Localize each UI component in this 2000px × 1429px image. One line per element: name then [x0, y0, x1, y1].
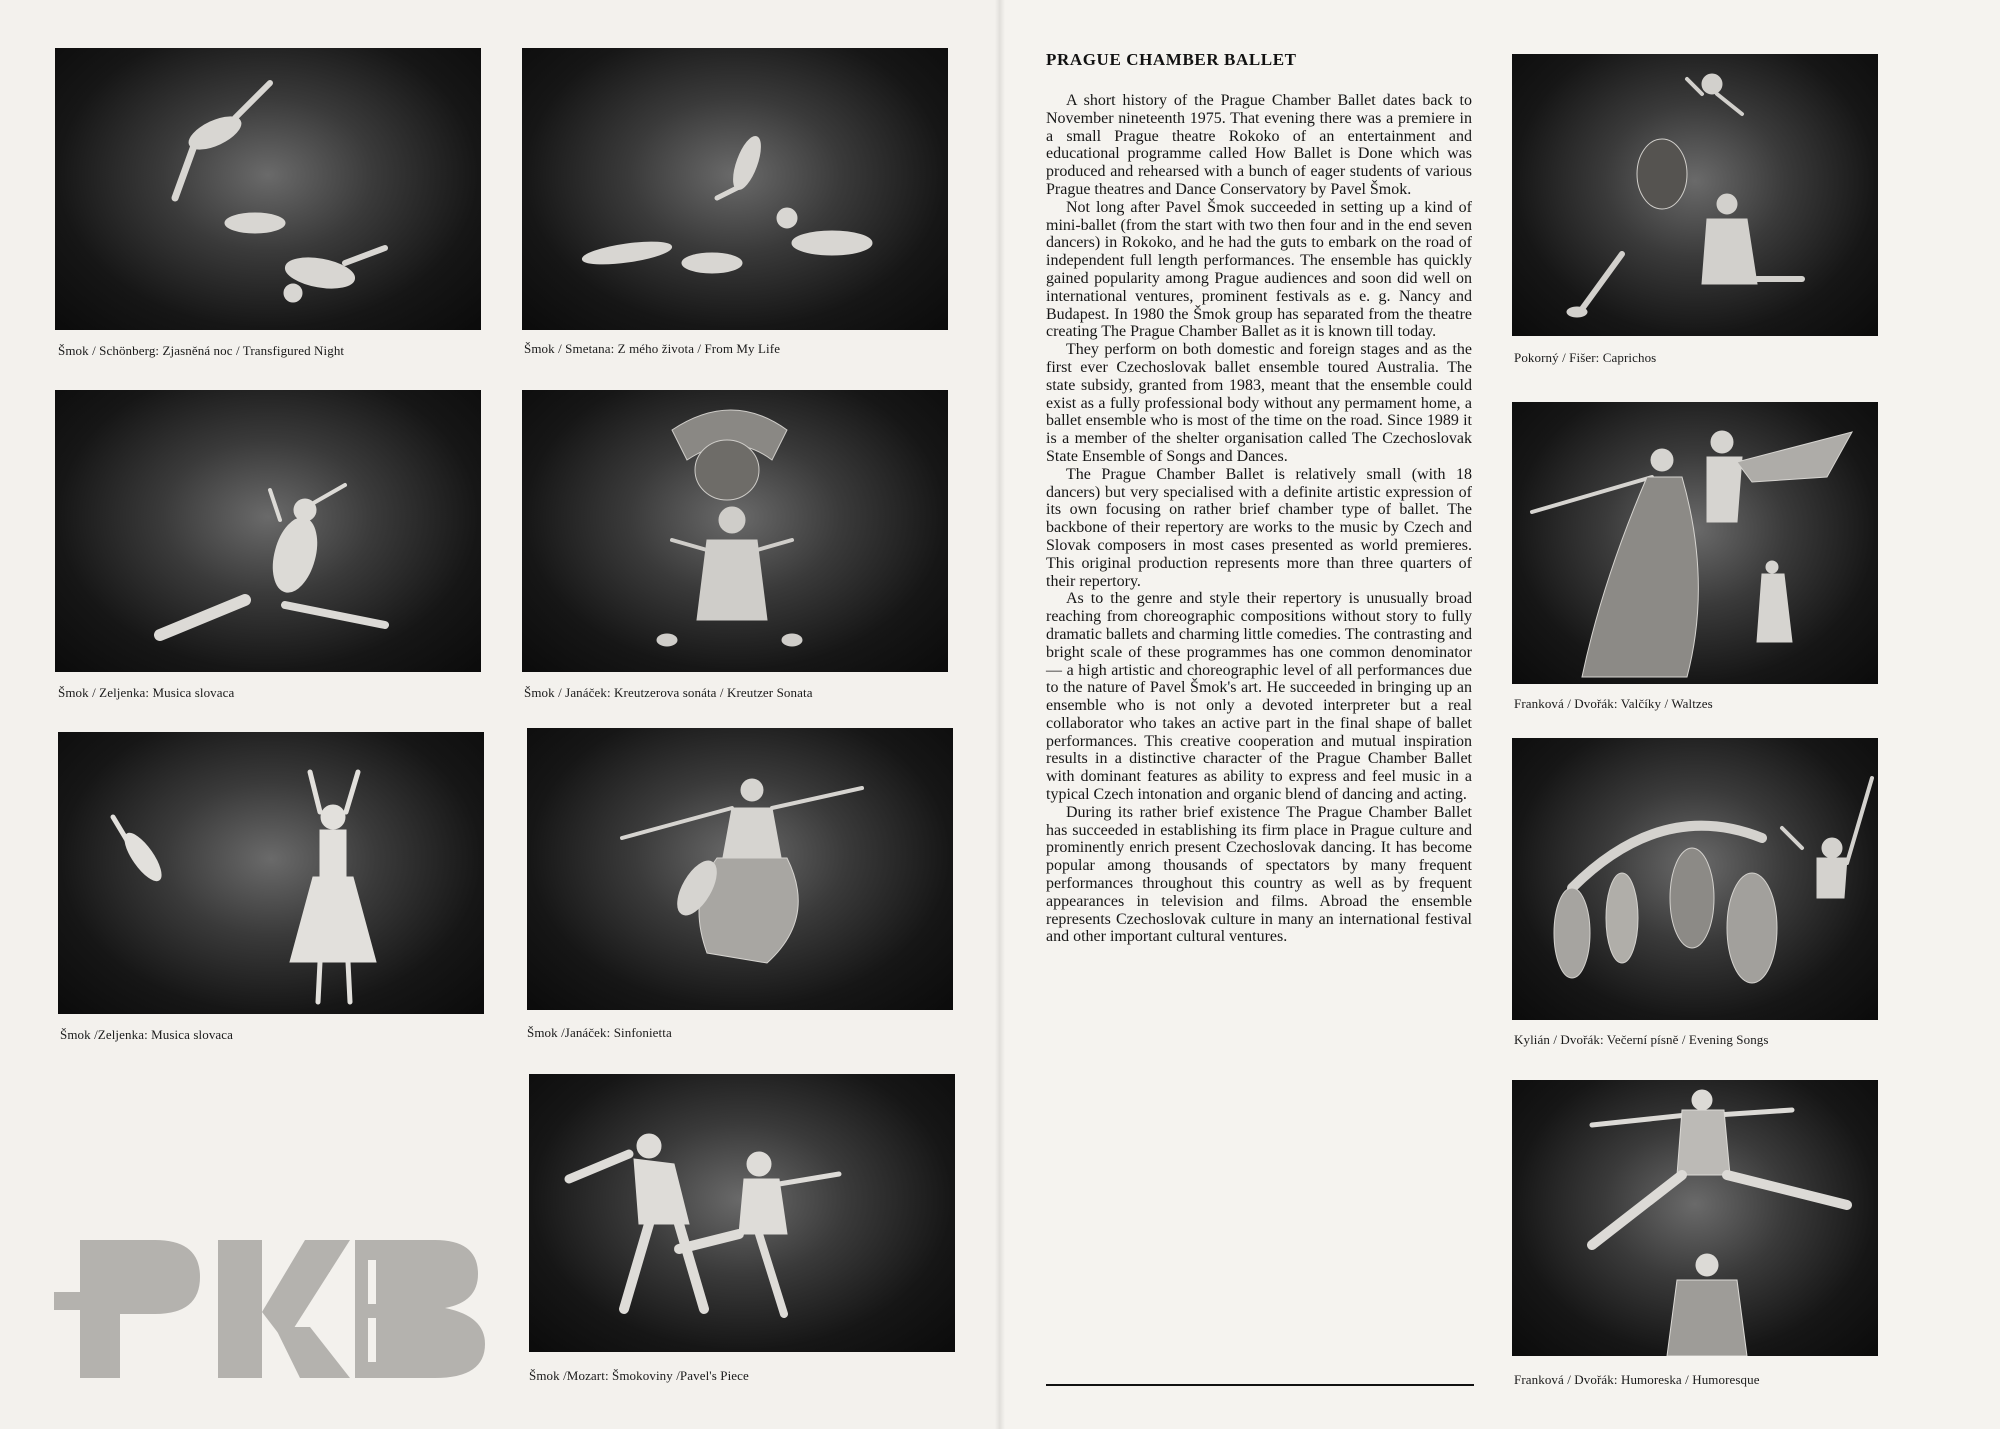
article-paragraph: During its rather brief existence The Prague Chamber Ballet has succeeded in establishing its firm place in Prague culture and prominently enrich present Czechoslovak dancing. It has become popular among thousands of spectators by many frequent performances throughout this country as well as by frequent appearances in television and films. Abroad the ensemble represents Czechoslovak culture in many an international festival and other important cultural ventures.: [1046, 803, 1472, 946]
photo-waltzes: [1512, 402, 1878, 684]
photo-caprichos: [1512, 54, 1878, 336]
article-paragraph: A short history of the Prague Chamber Ballet dates back to November nineteenth 1975. That evening there was a premiere in a small Prague theatre Rokoko of an entertainment and educational programme called How Ballet is Done which was produced and rehearsed with a bunch of eager students of various Prague theatres and Dance Conservatory by Pavel Šmok.: [1046, 92, 1472, 198]
article-paragraph: Not long after Pavel Šmok succeeded in setting up a kind of mini-ballet (from the start with two then four and in the end seven dancers) in Rokoko, and he had the guts to embark on the road of independent full length performances. The ensemble has quickly gained popularity among Prague audiences and soon did well on international ventures, prominent festivals as e. g. Nancy and Budapest. In 1980 the Šmok group has separated from the theatre creating The Prague Chamber Ballet as it is known till today.: [1046, 198, 1472, 341]
photo-transfigured-night: [55, 48, 481, 330]
caption-musica-slovaca-2: Šmok /Zeljenka: Musica slovaca: [60, 1027, 234, 1042]
photo-kreutzer-sonata: [522, 390, 948, 672]
caption-transfigured-night: Šmok / Schönberg: Zjasněná noc / Transfigured Night: [58, 343, 345, 358]
photo-from-my-life: [522, 48, 948, 330]
caption-kreutzer-sonata: Šmok / Janáček: Kreutzerova sonáta / Kreutzer Sonata: [524, 685, 813, 700]
article-body: [1046, 92, 1472, 946]
article-title: PRAGUE CHAMBER BALLET: [1046, 50, 1297, 69]
caption-sinfonietta: Šmok /Janáček: Sinfonietta: [527, 1025, 672, 1040]
photo-evening-songs: [1512, 738, 1878, 1020]
pkb-logo-text: PKB: [50, 1232, 52, 1233]
caption-from-my-life: Šmok / Smetana: Z mého života / From My Life: [524, 341, 781, 356]
article-paragraph: They perform on both domestic and foreign stages and as the first ever Czechoslovak ballet ensemble toured Australia. The state subsidy, granted from 1983, meant that the ensemble could exist as a fully professional body without any permament home, a ballet ensemble who is most of the time on the road. Since 1989 it is a member of the shelter organisation called The Czechoslovak State Ensemble of Songs and Dances.: [1046, 341, 1472, 465]
photo-musica-slovaca-2: [58, 732, 484, 1014]
caption-caprichos: Pokorný / Fišer: Caprichos: [1514, 350, 1657, 365]
bottom-rule: [1046, 1384, 1474, 1386]
caption-pavels-piece: Šmok /Mozart: Šmokoviny /Pavel's Piece: [529, 1368, 749, 1383]
pkb-logo: [50, 1232, 490, 1382]
caption-humoresque: Franková / Dvořák: Humoreska / Humoresque: [1514, 1372, 1760, 1387]
photo-pavels-piece: [529, 1074, 955, 1352]
caption-musica-slovaca-1: Šmok / Zeljenka: Musica slovaca: [58, 685, 235, 700]
caption-evening-songs: Kylián / Dvořák: Večerní písně / Evening Songs: [1514, 1032, 1769, 1047]
article-paragraph: The Prague Chamber Ballet is relatively small (with 18 dancers) but very specialised with a definite artistic expression of its own focusing on rather brief chamber type of ballet. The backbone of their repertory are works to the music by Czech and Slovak composers in most cases presented as world premieres. This original production represents more than three quarters of their repertory.: [1046, 465, 1472, 590]
article-paragraph: As to the genre and style their repertory is unusually broad reaching from choreographic compositions without story to fully dramatic ballets and charming little comedies. The contrasting and bright scale of these programmes has one common denominator — a high artistic and choreographic level of all performances due to the nature of Pavel Šmok's art. He succeeded in bringing up an ensemble who is not only a devoted interpreter but a real collaborator who takes an active part in the final shape of ballet performances. This creative cooperation and mutual inspiration results in a distinctive character of the Prague Chamber Ballet with dominant features as ability to express and feel music in a typical Czech intonation and organic blend of dancing and acting.: [1046, 590, 1472, 804]
caption-waltzes: Franková / Dvořák: Valčíky / Waltzes: [1514, 696, 1713, 711]
photo-musica-slovaca-1: [55, 390, 481, 672]
page-gutter: [995, 0, 1005, 1429]
photo-sinfonietta: [527, 728, 953, 1010]
photo-humoresque: [1512, 1080, 1878, 1356]
